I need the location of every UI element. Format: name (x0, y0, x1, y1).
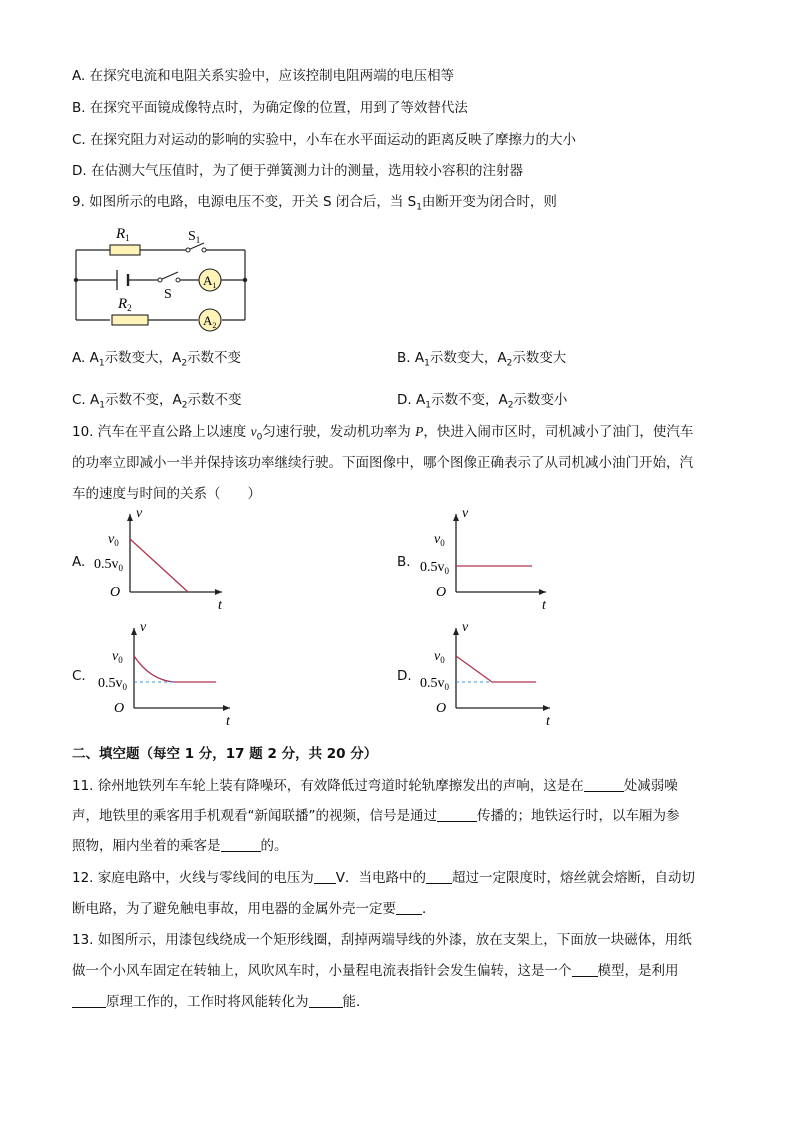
q13-blank-2[interactable] (72, 993, 106, 1008)
graph-b-origin-label: O (436, 585, 447, 600)
q12-line2: 断电路，为了避免触电事故，用电器的金属外壳一定要 ． (72, 901, 436, 917)
svg-text:R1: $R_1$ (116, 226, 130, 243)
graph-c-y-arrow (131, 628, 137, 635)
svg-text:A2: $A_2$ (203, 313, 217, 330)
q11-blank-1[interactable] (584, 777, 624, 792)
graph-d-axis-v-label: v (462, 620, 469, 635)
graph-d-v0-label: $v_0$ (434, 649, 445, 665)
q9-option-b: B. $A_1$示数变大，$A_2$示数变大 (397, 350, 567, 369)
q11-blank-3[interactable] (221, 837, 261, 852)
q11-line1: 11. 徐州地铁列车车轮上装有降噪环，有效降低过弯道时轮轨摩擦发出的声响，这是在 处减弱噪 (72, 778, 678, 794)
q11-line3: 照物，厢内坐着的乘客是 的。 (72, 838, 288, 854)
graph-a-v0-label: $v_0$ (108, 532, 119, 548)
graph-b-label: B. (397, 554, 411, 570)
graph-b-v0-label: $v_0$ (434, 532, 445, 548)
graph-a-origin-label: O (110, 585, 121, 600)
graph-b-half-v0-label: $0.5v_0$ (420, 560, 449, 576)
graph-a-curve (130, 539, 188, 592)
graph-d-y-arrow (453, 628, 459, 635)
graph-d (420, 620, 562, 729)
graph-d-half-v0-label: $0.5v_0$ (420, 676, 449, 692)
graph-d-x-arrow (543, 705, 550, 711)
graph-a-label: A. (72, 554, 86, 570)
q13-line2: 做一个小风车固定在转轴上，风吹风车时，小量程电流表指针会发生偏转，这是一个 模型，是利用 (72, 963, 679, 979)
q10-stem-line2: 的功率立即减小一半并保持该功率继续行驶。下面图像中，哪个图像正确表示了从司机减小油门开始，汽 (72, 455, 693, 471)
graph-c-axis-t-label: t (226, 714, 230, 729)
svg-text:R2: $R_2$ (118, 296, 132, 313)
graph-c-half-v0-label: $0.5v_0$ (98, 676, 127, 692)
graph-b-axis-v-label: v (462, 506, 469, 521)
q12-blank-2[interactable] (426, 869, 452, 884)
q8-option-a: A. 在探究电流和电阻关系实验中，应该控制电阻两端的电压相等 (72, 68, 455, 84)
q12-blank-3[interactable] (396, 900, 422, 915)
q8-option-b: B. 在探究平面镜成像特点时，为确定像的位置，用到了等效替代法 (72, 100, 468, 116)
q9-circuit-diagram (70, 218, 260, 336)
graph-c-curve (134, 656, 174, 682)
graph-d-origin-label: O (436, 701, 447, 716)
r1-resistor (110, 245, 140, 255)
graph-c-v0-label: $v_0$ (112, 649, 123, 665)
q13-blank-3[interactable] (309, 993, 343, 1008)
graph-a-x-arrow (215, 589, 222, 595)
q12-line1: 12. 家庭电路中，火线与零线间的电压为 V．当电路中的 超过一定限度时，熔丝就会熔断，自动切 (72, 870, 696, 886)
r2-resistor (112, 315, 148, 325)
q10-stem-line1: 10. 汽车在平直公路上以速度 $v_0$匀速行驶，发动机功率为 P，快进入闹市区时，司机减小了油门，使汽车 (72, 424, 694, 443)
graph-b-y-arrow (453, 514, 459, 521)
q9-option-d: D. $A_1$示数不变，$A_2$示数变小 (397, 392, 568, 411)
graph-a-axis-t-label: t (218, 598, 222, 613)
q8-option-d: D. 在估测大气压值时，为了便于弹簧测力计的测量，选用较小容积的注射器 (72, 163, 523, 179)
graph-d-curve (456, 656, 492, 682)
svg-text:S1: $S_1$ (188, 229, 201, 245)
svg-text:S: S (164, 287, 172, 302)
q11-line2: 声，地铁里的乘客用手机观看“新闻联播”的视频，信号是通过 传播的；地铁运行时，以车厢为参 (72, 808, 680, 824)
q13-blank-1[interactable] (572, 962, 598, 977)
graph-c-axis-v-label: v (140, 620, 147, 635)
graph-c-label: C. (72, 668, 86, 684)
q13-line1: 13. 如图所示，用漆包线绕成一个矩形线圈，刮掉两端导线的外漆，放在支架上，下面放一块磁体，用纸 (72, 932, 692, 948)
graph-c (90, 620, 240, 729)
q9-option-c: C. $A_1$示数不变，$A_2$示数不变 (72, 392, 242, 411)
graph-b-axis-t-label: t (542, 598, 546, 613)
graph-a-axis-v-label: v (136, 506, 143, 521)
q9-option-a: A. $A_1$示数变大，$A_2$示数不变 (72, 350, 242, 369)
q13-line3: 原理工作的，工作时将风能转化为 能． (72, 992, 370, 1012)
graph-a-half-v0-label: $0.5v_0$ (94, 557, 123, 573)
graph-a (90, 506, 230, 613)
q11-blank-2[interactable] (437, 807, 477, 822)
graph-b (414, 506, 554, 613)
q8-option-c: C. 在探究阻力对运动的影响的实验中，小车在水平面运动的距离反映了摩擦力的大小 (72, 132, 577, 148)
q12-blank-1[interactable] (314, 869, 336, 884)
graph-a-y-arrow (127, 514, 133, 521)
graph-c-origin-label: O (114, 701, 125, 716)
graph-b-x-arrow (539, 589, 546, 595)
graph-c-x-arrow (223, 705, 230, 711)
section-title: 二、填空题（每空 1 分，17 题 2 分，共 20 分） (72, 746, 378, 762)
svg-text:A1: $A_1$ (203, 273, 217, 290)
q9-stem: 9. 如图所示的电路，电源电压不变，开关 S 闭合后，当 $S_1$由断开变为闭合时，则 (72, 194, 557, 213)
graph-d-label: D. (397, 668, 412, 684)
graph-d-axis-t-label: t (546, 714, 550, 729)
q10-stem-line3: 车的速度与时间的关系（ ） (72, 486, 261, 502)
